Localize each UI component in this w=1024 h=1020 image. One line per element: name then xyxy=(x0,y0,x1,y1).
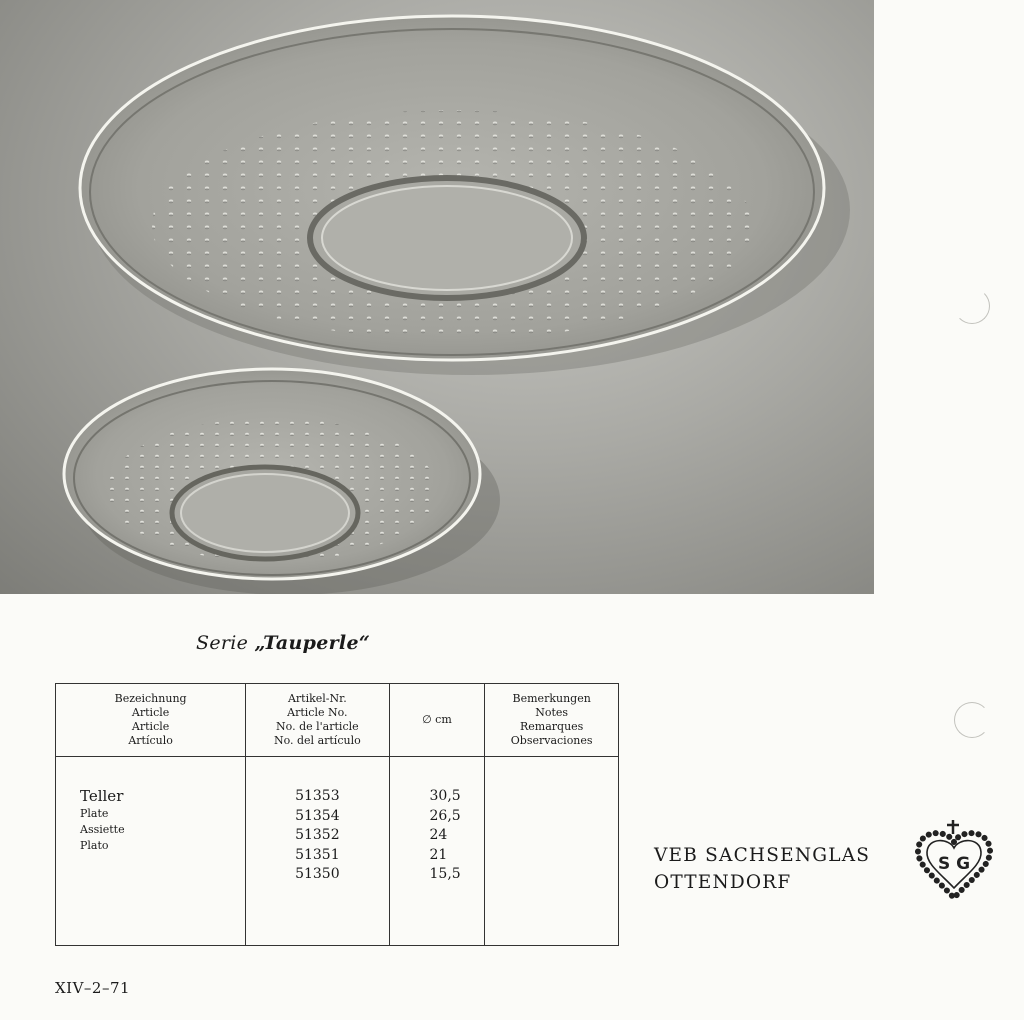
header-text: Observaciones xyxy=(510,734,593,747)
header-text: Remarques xyxy=(520,720,584,733)
diameter-value: 15,5 xyxy=(429,866,461,882)
series-title xyxy=(196,632,370,654)
header-text: Bemerkungen xyxy=(512,692,591,705)
header-text: Article xyxy=(131,720,170,733)
item-translation: Plate xyxy=(80,807,109,820)
diameter-cell xyxy=(389,757,485,946)
series-title-prefix: Serie xyxy=(196,632,255,654)
designation-cell xyxy=(56,757,246,946)
company-line-1: VEB SACHSENGLAS xyxy=(654,845,871,866)
binder-hole-bottom xyxy=(954,702,990,738)
diameter-value: 21 xyxy=(429,846,448,863)
header-text: Artículo xyxy=(128,734,173,747)
item-translation: Assiette xyxy=(80,823,125,836)
article-number: 51354 xyxy=(295,807,340,824)
header-diameter xyxy=(389,684,485,757)
company-line-2: OTTENDORF xyxy=(654,872,792,893)
diameter-value: 24 xyxy=(429,827,448,843)
header-text: No. del artículo xyxy=(273,734,361,747)
item-name: Teller xyxy=(80,787,124,805)
footer-code: XIV–2–71 xyxy=(55,979,131,997)
article-number-cell xyxy=(246,757,389,946)
diameter-value: 30,5 xyxy=(429,788,461,804)
spec-table xyxy=(55,683,619,946)
header-designation xyxy=(56,684,246,757)
binder-hole-top xyxy=(954,288,990,324)
notes-cell xyxy=(485,757,619,946)
item-translation: Plato xyxy=(80,839,109,852)
series-title-name: „Tauperle“ xyxy=(254,632,371,654)
article-number: 51352 xyxy=(295,827,340,843)
article-number: 51353 xyxy=(295,788,340,804)
header-text: Article No. xyxy=(287,706,348,719)
header-article-no xyxy=(246,684,389,757)
article-number: 51351 xyxy=(295,846,340,863)
product-photo xyxy=(0,0,874,594)
header-text: Notes xyxy=(535,706,569,719)
header-text: Artikel-Nr. xyxy=(287,692,347,705)
diameter-value: 26,5 xyxy=(429,807,461,824)
company-name xyxy=(654,842,870,896)
article-number: 51350 xyxy=(295,866,340,882)
table-header-row xyxy=(56,684,619,757)
heart-cross-logo-icon xyxy=(910,818,998,902)
table-row xyxy=(56,757,619,946)
logo-letters: S G xyxy=(937,854,971,874)
glass-plates-illustration xyxy=(0,0,874,594)
header-notes xyxy=(485,684,619,757)
header-text: Bezeichnung xyxy=(114,692,187,705)
header-text: Article xyxy=(131,706,170,719)
header-text: ∅ cm xyxy=(422,713,452,726)
header-text: No. de l'article xyxy=(276,720,359,733)
